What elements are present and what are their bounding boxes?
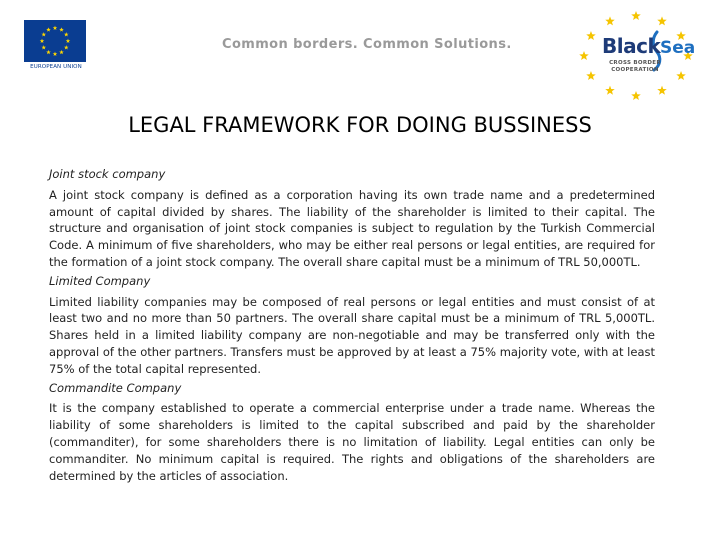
- logo-star-icon: [586, 31, 596, 40]
- eu-caption: EUROPEAN UNION: [30, 64, 82, 70]
- logo-subtitle-line-1: CROSS BORDER: [609, 60, 661, 66]
- eu-star-icon: [40, 39, 45, 43]
- section-body: A joint stock company is defined as a corporation having its own trade name and a predetermined amount of capital divided by shares. The liability of the shareholder is limited to their capital. The structure and organisation of joint stock companies is subject to regulation by the Turkish Commercial Code. A minimum of five shareholders, who may be either real persons or legal entities, are required for the formation of a joint stock company. The overall share capital must be a minimum of TRL 50,000TL.: [49, 187, 655, 269]
- logo-star-icon: [605, 16, 615, 25]
- eu-star-icon: [46, 27, 51, 31]
- eu-flag-icon: [24, 20, 86, 62]
- tagline: Common borders. Common Solutions.: [222, 37, 512, 52]
- section-body: It is the company established to operate a commercial enterprise under a trade name. Whereas the liability of some shareholders is limited to the capital subscribed and paid by the shareholder (commanditer), for some shareholders there is no limitation of liability. Legal entities can only be commanditer. No minimum capital is required. The rights and obligations of the shareholders are determined by the articles of association.: [49, 401, 655, 483]
- section-limited: [49, 273, 655, 378]
- logo-star-icon: [579, 51, 589, 60]
- logo-star-icon: [657, 16, 667, 25]
- section-heading: Joint stock company: [49, 167, 166, 181]
- logo-star-icon: [631, 11, 641, 20]
- eu-star-icon: [64, 45, 69, 49]
- logo-subtitle-line-2: COOPERATION: [611, 66, 659, 73]
- section-heading: Commandite Company: [49, 380, 182, 395]
- eu-star-icon: [41, 45, 46, 49]
- eu-star-icon: [53, 26, 58, 30]
- section-body: Limited liability companies may be composed of real persons or legal entities and must consist of at least two and no more than 50 partners. The overall share capital must be a minimum of TRL 5,000TL. Shares held in a limited liability company are non-negotiable and may be transferred only with the approval of the other partners. Transfers must be approved by at least a 75% majority vote, with at least 75% of the total capital represented.: [49, 294, 655, 376]
- main-content: [49, 166, 655, 486]
- eu-star-icon: [64, 32, 69, 36]
- eu-star-icon: [41, 32, 46, 36]
- logo-word-sea: Sea: [660, 38, 696, 58]
- eu-stars-icon: [24, 20, 86, 62]
- logo-subtitle: [600, 60, 670, 73]
- logo-star-icon: [676, 71, 686, 80]
- section-heading: Limited Company: [49, 273, 151, 288]
- logo-star-icon: [605, 86, 615, 95]
- logo-star-icon: [657, 86, 667, 95]
- page-title: LEGAL FRAMEWORK FOR DOING BUSSINESS: [128, 113, 592, 137]
- eu-star-icon: [59, 50, 64, 54]
- eu-logo: [24, 20, 88, 70]
- black-sea-logo: [578, 10, 700, 102]
- logo-star-icon: [586, 71, 596, 80]
- logo-star-icon: [631, 91, 641, 100]
- eu-star-icon: [66, 39, 71, 43]
- logo-word-black: Black: [602, 34, 661, 58]
- section-commandite: [49, 380, 655, 485]
- section-joint-stock: [49, 166, 655, 271]
- slide-header: [0, 0, 720, 110]
- eu-star-icon: [59, 27, 64, 31]
- eu-star-icon: [46, 50, 51, 54]
- eu-star-icon: [53, 52, 58, 56]
